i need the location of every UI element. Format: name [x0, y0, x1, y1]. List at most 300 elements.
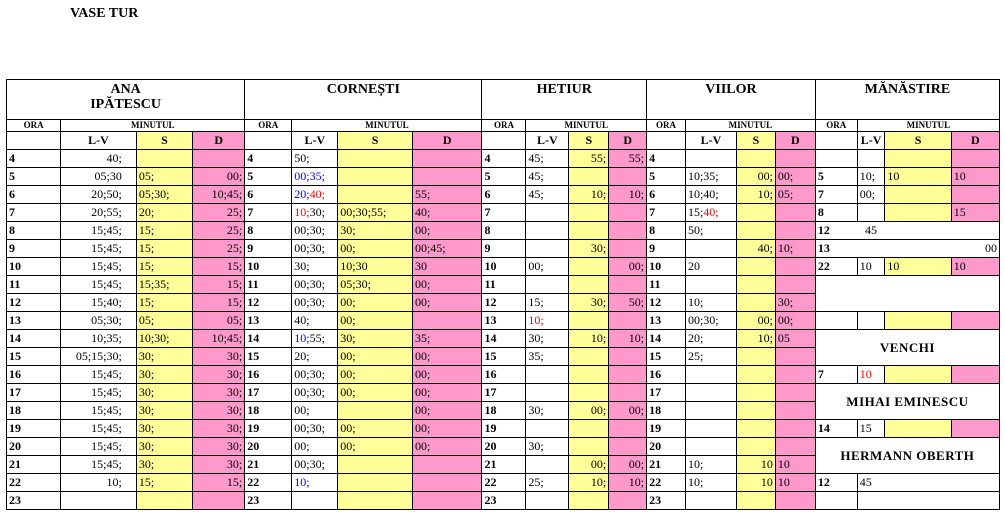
hetiur-hour-cell: 18: [482, 402, 526, 420]
viilor-lv-cell: [685, 384, 736, 402]
hour-row: [7, 258, 1000, 276]
manastire-d-cell: 00: [951, 240, 999, 258]
hetiur-lv-cell: [526, 276, 569, 294]
viilor-s-cell: 40;: [737, 240, 776, 258]
viilor-hour-cell: 6: [647, 186, 686, 204]
manastire-d-cell: 10: [951, 168, 999, 186]
cornesti-d-cell: 00;: [412, 384, 482, 402]
cornesti-hour-cell: 10: [245, 258, 292, 276]
viilor-d-cell: 10: [775, 456, 815, 474]
manastire-lv-cell: [857, 150, 885, 168]
viilor-d-cell: 30;: [775, 294, 815, 312]
viilor-hour-cell: 15: [647, 348, 686, 366]
ana-s-cell: [136, 492, 192, 510]
hour-row: [7, 276, 1000, 294]
hetiur-s-cell: [569, 438, 609, 456]
lv-header-cornesti: L-V: [292, 132, 338, 150]
viilor-lv-cell: 10;40;: [685, 186, 736, 204]
hetiur-d-cell: 10;: [609, 186, 647, 204]
hetiur-d-cell: 00;: [609, 456, 647, 474]
hetiur-s-cell: [569, 348, 609, 366]
cornesti-lv-cell: 00;30;: [292, 240, 338, 258]
ana-d-cell: [193, 492, 245, 510]
cornesti-s-cell: [338, 456, 413, 474]
hetiur-lv-cell: [526, 204, 569, 222]
venchi-hour-cell: 7: [815, 366, 857, 384]
hour-row: [7, 420, 1000, 438]
ana-s-cell: 15;: [136, 240, 192, 258]
ana-lv-cell: [61, 492, 137, 510]
hetiur-hour-cell: 6: [482, 186, 526, 204]
viilor-lv-cell: 00;30;: [685, 312, 736, 330]
station-title-manastire: MĂNĂSTIRE: [815, 80, 999, 120]
hour-row: [7, 168, 1000, 186]
ana-s-cell: [136, 150, 192, 168]
cornesti-hour-cell: 20: [245, 438, 292, 456]
cornesti-lv-cell: 00;: [292, 402, 338, 420]
ana-d-cell: 30;: [193, 438, 245, 456]
ana-d-cell: 10;45;: [193, 186, 245, 204]
hetiur-lv-cell: 30;: [526, 330, 569, 348]
lv-header-ana: L-V: [61, 132, 137, 150]
viilor-d-cell: [775, 258, 815, 276]
ana-d-cell: 30;: [193, 420, 245, 438]
cornesti-hour-cell: 9: [245, 240, 292, 258]
minute-fragment: 10;: [294, 331, 310, 345]
ana-s-cell: 30;: [136, 402, 192, 420]
viilor-hour-cell: 19: [647, 420, 686, 438]
hetiur-d-cell: 55;: [609, 150, 647, 168]
viilor-d-cell: 05: [775, 330, 815, 348]
venchi-minute-cell: [857, 366, 885, 384]
hetiur-s-cell: 30;: [569, 294, 609, 312]
cornesti-s-cell: 00;: [338, 438, 413, 456]
manastire-lv-cell: [857, 204, 885, 222]
ora-header-manastire: ORA: [815, 120, 857, 132]
ana-hour-cell: 5: [7, 168, 61, 186]
d-header-viilor: D: [775, 132, 815, 150]
cornesti-lv-cell: 00;: [292, 438, 338, 456]
cornesti-lv-cell: 00;30;: [292, 294, 338, 312]
minute-fragment: 10;: [528, 313, 544, 327]
viilor-s-cell: 10: [737, 456, 776, 474]
viilor-d-cell: [775, 204, 815, 222]
ana-d-cell: 00;: [193, 168, 245, 186]
minutul-header-cornesti: MINUTUL: [292, 120, 482, 132]
cornesti-hour-cell: 12: [245, 294, 292, 312]
viilor-hour-cell: 12: [647, 294, 686, 312]
minute-fragment: 40;: [309, 187, 325, 201]
hour-row: [7, 492, 1000, 510]
viilor-hour-cell: 13: [647, 312, 686, 330]
ana-lv-cell: 15;45;: [61, 276, 137, 294]
manastire-lv-cell: 45: [857, 222, 885, 240]
ana-lv-cell: 15;45;: [61, 384, 137, 402]
lv-header-viilor: L-V: [685, 132, 736, 150]
ana-hour-cell: 11: [7, 276, 61, 294]
cornesti-lv-cell: 30;: [292, 258, 338, 276]
minute-fragment: 10;: [294, 205, 310, 219]
hetiur-s-cell: 10;: [569, 330, 609, 348]
cornesti-hour-cell: 5: [245, 168, 292, 186]
ana-d-cell: 30;: [193, 456, 245, 474]
hour-row: [7, 312, 1000, 330]
ana-d-cell: 15;: [193, 294, 245, 312]
manastire-lv-cell: 00;: [857, 186, 885, 204]
manastire-hour-cell: 22: [815, 258, 857, 276]
s-header-hetiur: S: [569, 132, 609, 150]
blank-area: [815, 276, 999, 312]
ana-d-cell: 15;: [193, 276, 245, 294]
viilor-d-cell: [775, 366, 815, 384]
blank-cell: [857, 312, 885, 330]
hetiur-s-cell: [569, 492, 609, 510]
station-title-viilor: VIILOR: [647, 80, 816, 120]
viilor-lv-cell: [685, 150, 736, 168]
viilor-s-cell: [737, 384, 776, 402]
d-header-manastire: D: [951, 132, 999, 150]
cornesti-d-cell: [412, 474, 482, 492]
minute-fragment: 40;: [703, 205, 719, 219]
station-title-cornesti: CORNEȘTI: [245, 80, 482, 120]
document-title: VASE TUR: [70, 6, 139, 21]
cornesti-hour-cell: 16: [245, 366, 292, 384]
cornesti-lv-cell: 00;30;: [292, 222, 338, 240]
ana-d-cell: [193, 150, 245, 168]
manastire-hour-cell: [815, 150, 857, 168]
manastire-hour-cell: 7: [815, 186, 857, 204]
cornesti-s-cell: [338, 474, 413, 492]
hour-row: [7, 330, 1000, 348]
cornesti-d-cell: 00;: [412, 222, 482, 240]
hetiur-d-cell: [609, 276, 647, 294]
hour-row: [7, 384, 1000, 402]
cornesti-s-cell: 00;30;55;: [338, 204, 413, 222]
hetiur-s-cell: 55;: [569, 150, 609, 168]
viilor-lv-cell: [685, 402, 736, 420]
viilor-s-cell: [737, 492, 776, 510]
hetiur-s-cell: 00;: [569, 402, 609, 420]
hour-col-header-ana: [7, 132, 61, 150]
viilor-s-cell: 10;: [737, 186, 776, 204]
hetiur-hour-cell: 19: [482, 420, 526, 438]
viilor-lv-cell: [685, 366, 736, 384]
cornesti-lv-cell: 50;: [292, 150, 338, 168]
blank-cell: [885, 312, 951, 330]
hetiur-s-cell: [569, 222, 609, 240]
ana-d-cell: 15;: [193, 258, 245, 276]
ana-hour-cell: 10: [7, 258, 61, 276]
hetiur-d-cell: [609, 240, 647, 258]
cornesti-lv-cell: 00;30;: [292, 366, 338, 384]
viilor-lv-cell: 25;: [685, 348, 736, 366]
viilor-hour-cell: 8: [647, 222, 686, 240]
viilor-s-cell: [737, 276, 776, 294]
mihai-eminescu-title: MIHAI EMINESCU: [815, 384, 999, 420]
ana-s-cell: 30;: [136, 438, 192, 456]
manastire-lv-cell: 10;: [857, 168, 885, 186]
d-header-ana: D: [193, 132, 245, 150]
hetiur-d-cell: [609, 492, 647, 510]
hour-col-header-viilor: [647, 132, 686, 150]
hetiur-lv-cell: [526, 222, 569, 240]
ana-hour-cell: 16: [7, 366, 61, 384]
viilor-d-cell: 05;: [775, 186, 815, 204]
hetiur-s-cell: [569, 312, 609, 330]
ana-s-cell: 15;: [136, 258, 192, 276]
hetiur-d-cell: 00;: [609, 258, 647, 276]
cornesti-hour-cell: 7: [245, 204, 292, 222]
hour-row: [7, 240, 1000, 258]
ana-hour-cell: 18: [7, 402, 61, 420]
cornesti-lv-cell: 40;: [292, 312, 338, 330]
hetiur-hour-cell: 10: [482, 258, 526, 276]
cornesti-hour-cell: 23: [245, 492, 292, 510]
minute-fragment: 10;: [294, 475, 310, 489]
ana-hour-cell: 12: [7, 294, 61, 312]
hour-row: [7, 150, 1000, 168]
ana-hour-cell: 14: [7, 330, 61, 348]
station-title-hetiur: HETIUR: [482, 80, 647, 120]
hermann-hour-cell: 12: [815, 474, 857, 492]
cornesti-hour-cell: 15: [245, 348, 292, 366]
cornesti-s-cell: 00;: [338, 312, 413, 330]
ana-s-cell: 15;: [136, 222, 192, 240]
viilor-hour-cell: 14: [647, 330, 686, 348]
manastire-s-cell: [885, 204, 951, 222]
manastire-s-cell: [885, 150, 951, 168]
hetiur-d-cell: [609, 312, 647, 330]
ana-s-cell: 30;: [136, 366, 192, 384]
viilor-lv-cell: 10;: [685, 474, 736, 492]
ana-d-cell: 30;: [193, 366, 245, 384]
viilor-d-cell: 10;: [775, 240, 815, 258]
cornesti-d-cell: [412, 312, 482, 330]
bus-schedule-table: [6, 79, 1000, 510]
viilor-lv-cell: 10;: [685, 294, 736, 312]
hetiur-lv-cell: 45;: [526, 150, 569, 168]
ana-d-cell: 25;: [193, 222, 245, 240]
ana-d-cell: 05;: [193, 312, 245, 330]
hetiur-lv-cell: 25;: [526, 474, 569, 492]
ora-header-ana: ORA: [7, 120, 61, 132]
venchi-title: VENCHI: [815, 330, 999, 366]
minute-fragment: 20;: [294, 187, 310, 201]
manastire-s-cell: 10: [885, 258, 951, 276]
cornesti-d-cell: [412, 150, 482, 168]
viilor-lv-cell: [685, 204, 736, 222]
cornesti-hour-cell: 11: [245, 276, 292, 294]
viilor-d-cell: [775, 438, 815, 456]
ana-hour-cell: 13: [7, 312, 61, 330]
hetiur-lv-cell: [526, 312, 569, 330]
cornesti-d-cell: 00;: [412, 294, 482, 312]
minute-fragment: 15;: [687, 205, 704, 219]
cornesti-s-cell: 00;: [338, 384, 413, 402]
viilor-d-cell: [775, 384, 815, 402]
viilor-s-cell: [737, 222, 776, 240]
viilor-s-cell: [737, 402, 776, 420]
hetiur-d-cell: [609, 348, 647, 366]
viilor-d-cell: 10: [775, 474, 815, 492]
ana-d-cell: 30;: [193, 348, 245, 366]
ana-s-cell: 20;: [136, 204, 192, 222]
ana-s-cell: 05;: [136, 168, 192, 186]
cornesti-d-cell: 00;45;: [412, 240, 482, 258]
viilor-hour-cell: 16: [647, 366, 686, 384]
hetiur-lv-cell: 00;: [526, 258, 569, 276]
viilor-hour-cell: 4: [647, 150, 686, 168]
viilor-d-cell: [775, 276, 815, 294]
viilor-d-cell: 00;: [775, 312, 815, 330]
ana-s-cell: 10;30;: [136, 330, 192, 348]
hetiur-s-cell: [569, 384, 609, 402]
hetiur-s-cell: [569, 258, 609, 276]
viilor-hour-cell: 5: [647, 168, 686, 186]
hour-row: [7, 186, 1000, 204]
hetiur-hour-cell: 15: [482, 348, 526, 366]
hetiur-hour-cell: 4: [482, 150, 526, 168]
cornesti-lv-cell: 20;: [292, 348, 338, 366]
blank-cell: [815, 312, 857, 330]
cornesti-d-cell: 35;: [412, 330, 482, 348]
s-header-cornesti: S: [338, 132, 413, 150]
viilor-lv-cell: [685, 492, 736, 510]
hetiur-lv-cell: 35;: [526, 348, 569, 366]
ana-s-cell: 15;35;: [136, 276, 192, 294]
hetiur-hour-cell: 16: [482, 366, 526, 384]
minutul-header-viilor: MINUTUL: [685, 120, 815, 132]
venchi-s-cell: [885, 366, 951, 384]
hour-col-header-cornesti: [245, 132, 292, 150]
cornesti-s-cell: 05;30;: [338, 276, 413, 294]
ana-s-cell: 30;: [136, 456, 192, 474]
ana-s-cell: 30;: [136, 348, 192, 366]
viilor-hour-cell: 17: [647, 384, 686, 402]
hetiur-d-cell: [609, 366, 647, 384]
hetiur-lv-cell: 30;: [526, 402, 569, 420]
cornesti-d-cell: 00;: [412, 420, 482, 438]
hetiur-s-cell: 00;: [569, 456, 609, 474]
hetiur-hour-cell: 12: [482, 294, 526, 312]
hermann-minute-cell: 45: [857, 474, 999, 492]
ana-hour-cell: 23: [7, 492, 61, 510]
cornesti-s-cell: [338, 402, 413, 420]
cornesti-lv-cell: [292, 204, 338, 222]
viilor-s-cell: 10: [737, 474, 776, 492]
viilor-s-cell: [737, 348, 776, 366]
hetiur-hour-cell: 20: [482, 438, 526, 456]
hetiur-d-cell: 10;: [609, 330, 647, 348]
cornesti-s-cell: [338, 492, 413, 510]
viilor-s-cell: 00;: [737, 168, 776, 186]
viilor-lv-cell: [685, 240, 736, 258]
day-type-header-row: [7, 132, 1000, 150]
cornesti-d-cell: 00;: [412, 348, 482, 366]
hetiur-lv-cell: [526, 456, 569, 474]
d-header-cornesti: D: [412, 132, 482, 150]
hetiur-hour-cell: 8: [482, 222, 526, 240]
ana-hour-cell: 7: [7, 204, 61, 222]
cornesti-s-cell: 00;: [338, 240, 413, 258]
viilor-hour-cell: 22: [647, 474, 686, 492]
viilor-lv-cell: [685, 276, 736, 294]
cornesti-lv-cell: 00;30;: [292, 384, 338, 402]
ana-hour-cell: 4: [7, 150, 61, 168]
viilor-hour-cell: 18: [647, 402, 686, 420]
mihai-s-cell: [885, 420, 951, 438]
ana-hour-cell: 8: [7, 222, 61, 240]
viilor-lv-cell: 20: [685, 258, 736, 276]
viilor-s-cell: [737, 150, 776, 168]
ana-lv-cell: 10;: [61, 474, 137, 492]
viilor-s-cell: [737, 420, 776, 438]
ana-s-cell: 05;: [136, 312, 192, 330]
ana-lv-cell: 15;45;: [61, 240, 137, 258]
manastire-s-cell: [885, 186, 951, 204]
viilor-s-cell: [737, 258, 776, 276]
hetiur-hour-cell: 9: [482, 240, 526, 258]
ana-lv-cell: 20;55;: [61, 204, 137, 222]
mihai-d-cell: [951, 420, 999, 438]
manastire-s-cell: [885, 240, 951, 258]
cornesti-lv-cell: 00;30;: [292, 456, 338, 474]
mihai-hour-cell: 14: [815, 420, 857, 438]
blank-cell: [857, 492, 999, 510]
ana-s-cell: 15;: [136, 294, 192, 312]
venchi-d-cell: [951, 366, 999, 384]
hetiur-lv-cell: [526, 366, 569, 384]
manastire-d-cell: [951, 222, 999, 240]
ana-hour-cell: 22: [7, 474, 61, 492]
ana-s-cell: 05;30;: [136, 186, 192, 204]
ana-d-cell: 30;: [193, 384, 245, 402]
cornesti-d-cell: 00;: [412, 402, 482, 420]
ana-lv-cell: 15;45;: [61, 222, 137, 240]
hetiur-hour-cell: 17: [482, 384, 526, 402]
cornesti-lv-cell: 00;30;: [292, 420, 338, 438]
viilor-s-cell: [737, 366, 776, 384]
ana-hour-cell: 9: [7, 240, 61, 258]
cornesti-s-cell: [338, 168, 413, 186]
viilor-d-cell: [775, 348, 815, 366]
ana-s-cell: 30;: [136, 384, 192, 402]
viilor-s-cell: 00;: [737, 312, 776, 330]
viilor-d-cell: [775, 492, 815, 510]
minute-fragment: 00;35;: [294, 169, 325, 183]
manastire-d-cell: [951, 186, 999, 204]
ana-lv-cell: 15;40;: [61, 294, 137, 312]
hetiur-d-cell: [609, 222, 647, 240]
viilor-lv-cell: [685, 438, 736, 456]
ana-d-cell: 25;: [193, 204, 245, 222]
manastire-hour-cell: 5: [815, 168, 857, 186]
cornesti-lv-cell: [292, 330, 338, 348]
viilor-s-cell: [737, 294, 776, 312]
hetiur-hour-cell: 11: [482, 276, 526, 294]
hetiur-hour-cell: 21: [482, 456, 526, 474]
ora-header-viilor: ORA: [647, 120, 686, 132]
viilor-d-cell: [775, 150, 815, 168]
cornesti-hour-cell: 13: [245, 312, 292, 330]
cornesti-hour-cell: 17: [245, 384, 292, 402]
cornesti-s-cell: 10;30: [338, 258, 413, 276]
hetiur-d-cell: [609, 204, 647, 222]
viilor-s-cell: [737, 438, 776, 456]
manastire-d-cell: 15: [951, 204, 999, 222]
viilor-d-cell: [775, 402, 815, 420]
cornesti-d-cell: [412, 456, 482, 474]
